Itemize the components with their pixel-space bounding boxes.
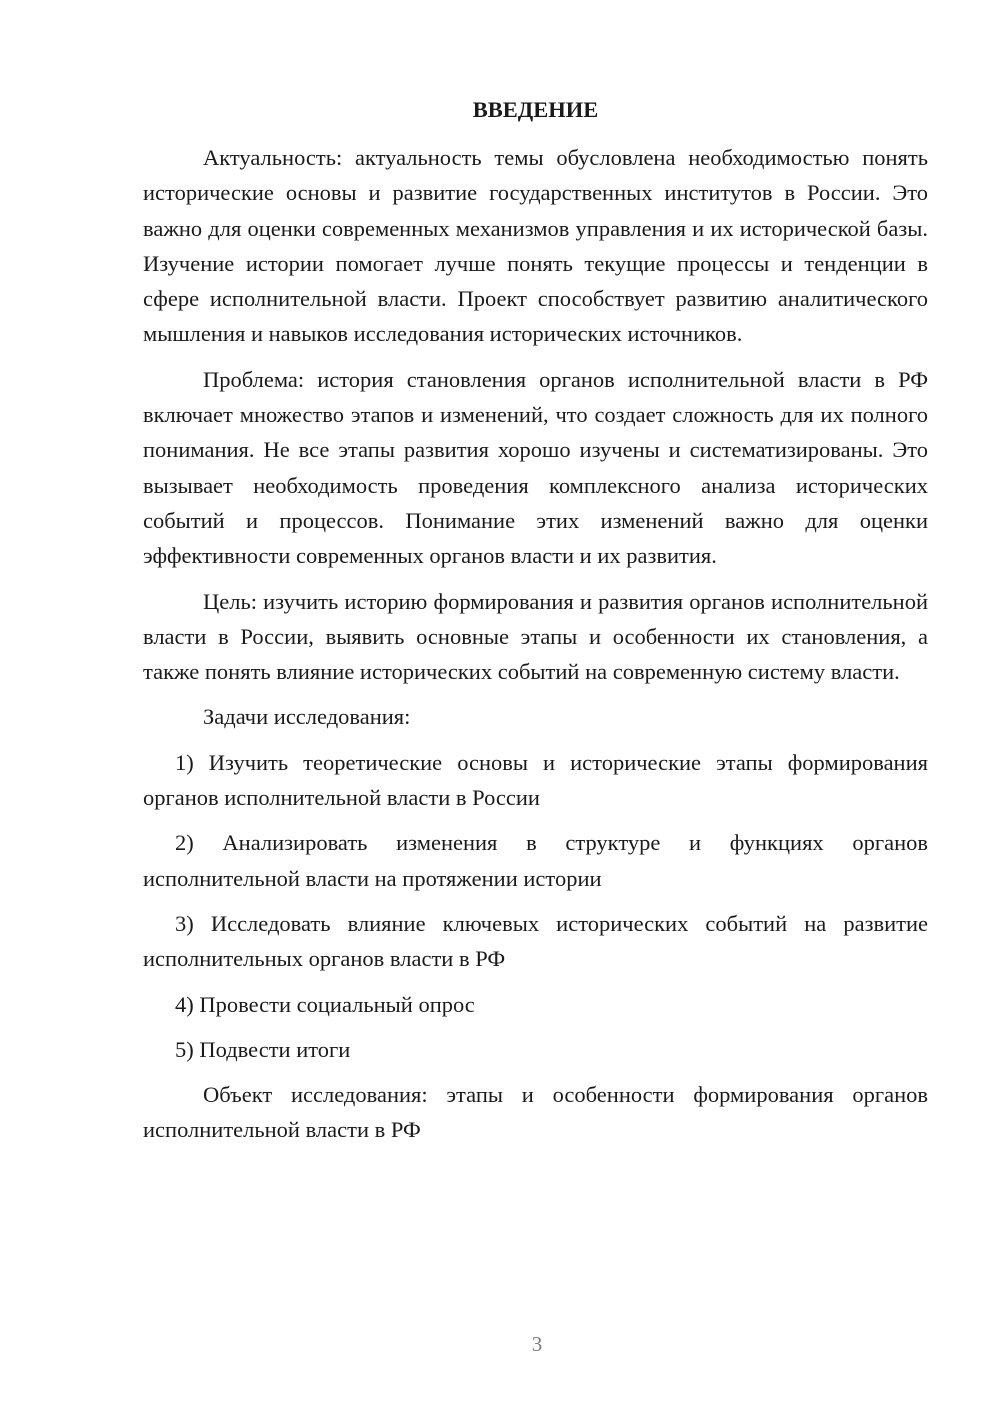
paragraph-problem: Проблема: история становления органов исполнительной власти в РФ включает множество этапов и изменений, что создает сложность для их полного понимания. Не все этапы развития хорошо изучены и систематизированы. Это вызывает необходимость проведения комплексного анализа исторических событий и процессов. Понимание этих изменений важно для оценки эффективности современных органов власти и их развития. xyxy=(143,366,928,569)
tasks-intro: Задачи исследования: xyxy=(203,704,411,730)
task-item: 1) Изучить теоретические основы и исторические этапы формирования органов исполнительной власти в России xyxy=(143,749,928,811)
paragraph-relevance: Актуальность: актуальность темы обусловлена необходимостью понять исторические основы и развитие государственных институтов в России. Это важно для оценки современных механизмов управления и их исторической базы. Изучение истории помогает лучше понять текущие процессы и тенденции в сфере исполнительной власти. Проект способствует развитию аналитического мышления и навыков исследования исторических источников. xyxy=(143,145,928,347)
task-item: 3) Исследовать влияние ключевых исторических событий на развитие исполнительных органов власти в РФ xyxy=(143,910,928,972)
task-item: 4) Провести социальный опрос xyxy=(175,991,475,1017)
section-heading: ВВЕДЕНИЕ xyxy=(472,97,599,122)
task-item: 2) Анализировать изменения в структуре и функциях органов исполнительной власти на протяжении истории xyxy=(143,830,928,891)
page-number: 3 xyxy=(531,1332,543,1356)
task-item: 5) Подвести итоги xyxy=(175,1036,351,1062)
page-content xyxy=(143,92,928,1158)
paragraph-object: Объект исследования: этапы и особенности формирования органов исполнительной власти в РФ xyxy=(143,1082,928,1143)
paragraph-goal: Цель: изучить историю формирования и развития органов исполнительной власти в России, выявить основные этапы и особенности их становления, а также понять влияние исторических событий на современную систему власти. xyxy=(143,588,928,685)
